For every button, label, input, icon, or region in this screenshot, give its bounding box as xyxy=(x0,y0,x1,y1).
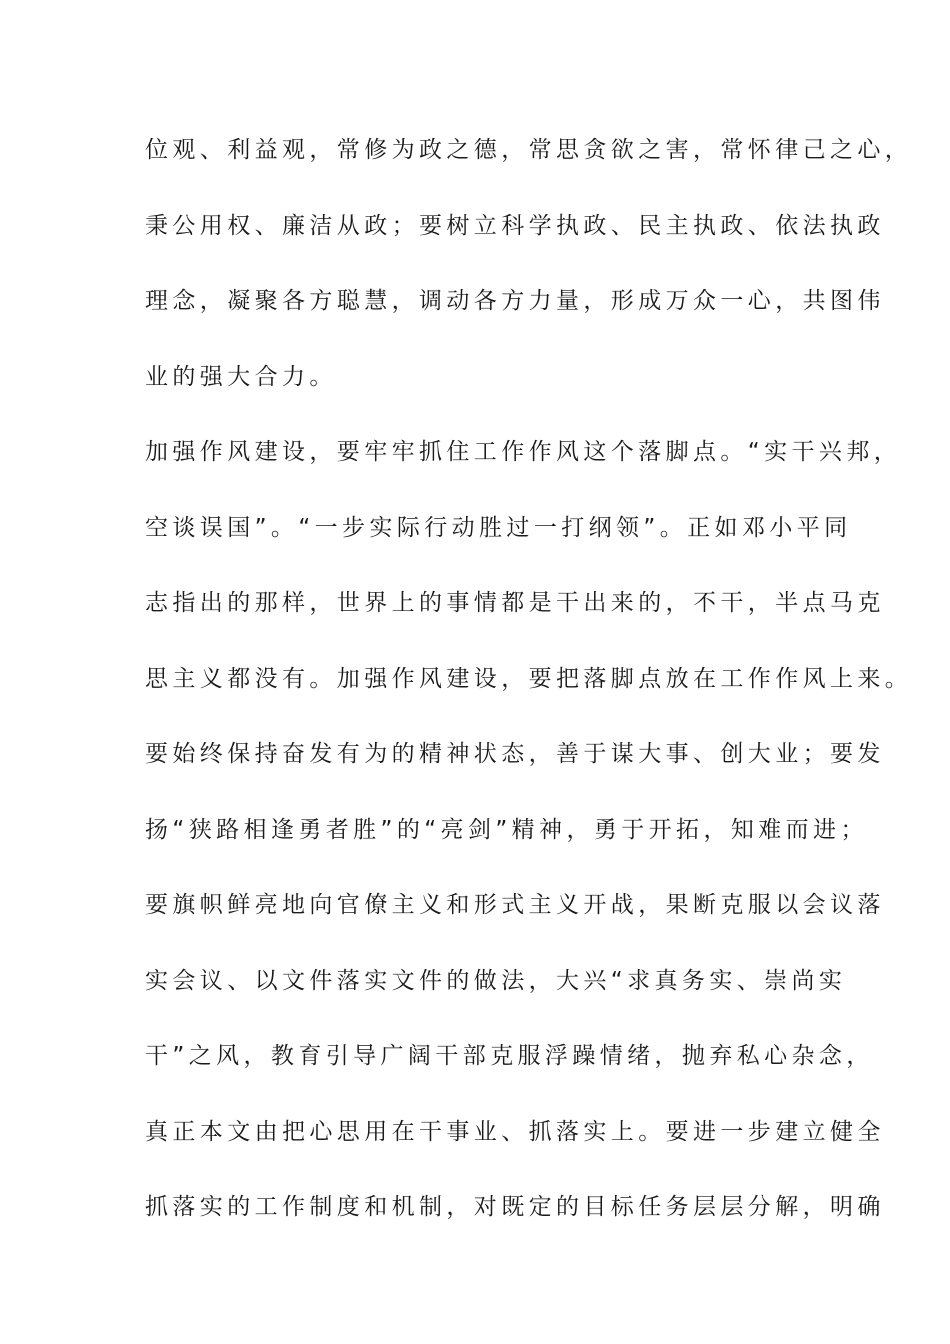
text-line: 业的强大合力。 xyxy=(145,363,337,390)
text-line: 实会议、以文件落实文件的做法，大兴“求真务实、崇尚实 xyxy=(145,967,847,994)
text-line: 空谈误国”。“一步实际行动胜过一打纲领”。正如邓小平同 xyxy=(145,514,852,541)
text-line: 要始终保持奋发有为的精神状态，善于谋大事、创大业；要发 xyxy=(145,741,885,767)
text-line: 加强作风建设，要牢牢抓住工作作风这个落脚点。“实干兴邦， xyxy=(145,439,902,465)
body-text xyxy=(145,128,913,1261)
text-line: 要旗帜鲜亮地向官僚主义和形式主义开战，果断克服以会议落 xyxy=(145,892,885,918)
text-line: 志指出的那样，世界上的事情都是干出来的，不干，半点马克 xyxy=(145,590,885,616)
text-line: 干”之风，教育引导广阔干部克服浮躁情绪，抛弃私心杂念， xyxy=(145,1043,874,1069)
text-line: 位观、利益观，常修为政之德，常思贪欲之害，常怀律己之心， xyxy=(145,137,913,163)
text-line: 扬“狭路相逢勇者胜”的“亮剑”精神，勇于开拓，知难而进； xyxy=(145,816,868,843)
text-line: 理念，凝聚各方聪慧，调动各方力量，形成万众一心，共图伟 xyxy=(145,288,885,314)
text-line: 抓落实的工作制度和机制，对既定的目标任务层层分解，明确 xyxy=(145,1194,885,1220)
text-line: 秉公用权、廉洁从政；要树立科学执政、民主执政、依法执政 xyxy=(145,212,885,239)
text-line: 思主义都没有。加强作风建设，要把落脚点放在工作作风上来。 xyxy=(145,665,913,692)
text-line: 真正本文由把心思用在干事业、抓落实上。要进一步建立健全 xyxy=(145,1118,885,1145)
